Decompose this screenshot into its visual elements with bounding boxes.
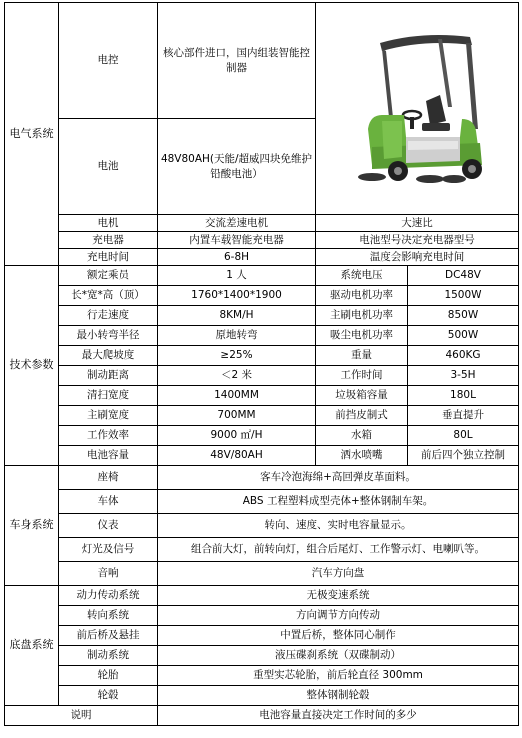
table-row xyxy=(5,266,519,286)
note-label: 说明 xyxy=(5,706,158,726)
spec-label: 驱动电机功率 xyxy=(316,286,408,306)
spec-value: 9000 ㎡/H xyxy=(158,426,316,446)
spec-value: 垂直提升 xyxy=(408,406,519,426)
spec-label: 垃圾箱容量 xyxy=(316,386,408,406)
motor-label: 电机 xyxy=(59,215,158,232)
body-label: 音响 xyxy=(59,562,158,586)
charger-note: 电池型号决定充电器型号 xyxy=(316,232,519,249)
charge-time-value: 6-8H xyxy=(158,249,316,266)
spec-label: 行走速度 xyxy=(59,306,158,326)
spec-label: 制动距离 xyxy=(59,366,158,386)
spec-label: 工作时间 xyxy=(316,366,408,386)
spec-value: 1760*1400*1900 xyxy=(158,286,316,306)
spec-label: 电池容量 xyxy=(59,446,158,466)
body-value: ABS 工程塑料成型壳体+整体钢制车架。 xyxy=(158,490,519,514)
body-value: 组合前大灯，前转向灯，组合后尾灯、工作警示灯、电喇叭等。 xyxy=(158,538,519,562)
table-row xyxy=(5,626,519,646)
body-label: 仪表 xyxy=(59,514,158,538)
table-row xyxy=(5,406,519,426)
spec-value: ≥25% xyxy=(158,346,316,366)
table-row xyxy=(5,646,519,666)
spec-label: 主刷宽度 xyxy=(59,406,158,426)
charge-time-label: 充电时间 xyxy=(59,249,158,266)
note-value: 电池容量直接决定工作时间的多少 xyxy=(158,706,519,726)
chassis-label: 轮胎 xyxy=(59,666,158,686)
chassis-value: 方向调节方向传动 xyxy=(158,606,519,626)
spec-value: 850W xyxy=(408,306,519,326)
table-row xyxy=(5,286,519,306)
body-value: 转向、速度、实时电容量显示。 xyxy=(158,514,519,538)
category-body: 车身系统 xyxy=(5,466,59,586)
spec-label: 清扫宽度 xyxy=(59,386,158,406)
spec-label: 长*宽*高（顶） xyxy=(59,286,158,306)
chassis-value: 无极变速系统 xyxy=(158,586,519,606)
spec-label: 重量 xyxy=(316,346,408,366)
spec-value: 80L xyxy=(408,426,519,446)
spec-value: DC48V xyxy=(408,266,519,286)
control-label: 电控 xyxy=(59,3,158,119)
spec-value: 1400MM xyxy=(158,386,316,406)
motor-note: 大速比 xyxy=(316,215,519,232)
spec-value: 1 人 xyxy=(158,266,316,286)
table-row xyxy=(5,466,519,490)
table-row xyxy=(5,326,519,346)
table-row xyxy=(5,232,519,249)
spec-value: 48V/80AH xyxy=(158,446,316,466)
spec-value: 前后四个独立控制 xyxy=(408,446,519,466)
table-row xyxy=(5,586,519,606)
body-label: 车体 xyxy=(59,490,158,514)
spec-label: 工作效率 xyxy=(59,426,158,446)
category-chassis: 底盘系统 xyxy=(5,586,59,706)
table-row xyxy=(5,386,519,406)
table-row xyxy=(5,562,519,586)
chassis-value: 重型实芯轮胎，前后轮直径 300mm xyxy=(158,666,519,686)
spec-label: 吸尘电机功率 xyxy=(316,326,408,346)
table-row xyxy=(5,514,519,538)
ride-on-sweeper-image xyxy=(342,29,492,189)
motor-value: 交流差速电机 xyxy=(158,215,316,232)
table-row xyxy=(5,446,519,466)
charge-time-note: 温度会影响充电时间 xyxy=(316,249,519,266)
spec-label: 洒水喷嘴 xyxy=(316,446,408,466)
spec-value: 8KM/H xyxy=(158,306,316,326)
spec-value: 180L xyxy=(408,386,519,406)
table-row xyxy=(5,366,519,386)
spec-label: 水箱 xyxy=(316,426,408,446)
category-electrical: 电气系统 xyxy=(5,3,59,266)
charger-label: 充电器 xyxy=(59,232,158,249)
table-row xyxy=(5,346,519,366)
spec-value: 1500W xyxy=(408,286,519,306)
table-row xyxy=(5,3,519,119)
category-technical: 技术参数 xyxy=(5,266,59,466)
spec-value: 700MM xyxy=(158,406,316,426)
spec-label: 主刷电机功率 xyxy=(316,306,408,326)
table-row xyxy=(5,249,519,266)
table-row xyxy=(5,666,519,686)
chassis-label: 前后桥及悬挂 xyxy=(59,626,158,646)
body-value: 汽车方向盘 xyxy=(158,562,519,586)
body-label: 座椅 xyxy=(59,466,158,490)
table-row xyxy=(5,490,519,514)
body-value: 客车冷泡海绵+高回弹皮革面料。 xyxy=(158,466,519,490)
charger-value: 内置车载智能充电器 xyxy=(158,232,316,249)
spec-table xyxy=(4,2,519,726)
chassis-value: 中置后桥，整体同心制作 xyxy=(158,626,519,646)
table-row xyxy=(5,686,519,706)
spec-label: 额定乘员 xyxy=(59,266,158,286)
chassis-label: 轮毂 xyxy=(59,686,158,706)
spec-value: 3-5H xyxy=(408,366,519,386)
chassis-label: 制动系统 xyxy=(59,646,158,666)
table-row xyxy=(5,215,519,232)
chassis-label: 转向系统 xyxy=(59,606,158,626)
table-row xyxy=(5,426,519,446)
spec-value: 500W xyxy=(408,326,519,346)
battery-label: 电池 xyxy=(59,119,158,215)
chassis-value: 液压碟刹系统（双碟制动） xyxy=(158,646,519,666)
body-label: 灯光及信号 xyxy=(59,538,158,562)
chassis-value: 整体钢制轮毂 xyxy=(158,686,519,706)
spec-value: 原地转弯 xyxy=(158,326,316,346)
spec-value: ＜2 米 xyxy=(158,366,316,386)
control-value: 核心部件进口，国内组装智能控制器 xyxy=(158,3,316,119)
spec-value: 460KG xyxy=(408,346,519,366)
battery-value: 48V80AH(天能/超威四块免维护铅酸电池） xyxy=(158,119,316,215)
spec-label: 前挡皮制式 xyxy=(316,406,408,426)
table-row xyxy=(5,306,519,326)
spec-label: 系统电压 xyxy=(316,266,408,286)
table-row xyxy=(5,606,519,626)
spec-label: 最小转弯半径 xyxy=(59,326,158,346)
table-row xyxy=(5,538,519,562)
chassis-label: 动力传动系统 xyxy=(59,586,158,606)
sweeper-image-cell xyxy=(316,3,519,215)
spec-label: 最大爬坡度 xyxy=(59,346,158,366)
table-row xyxy=(5,706,519,726)
